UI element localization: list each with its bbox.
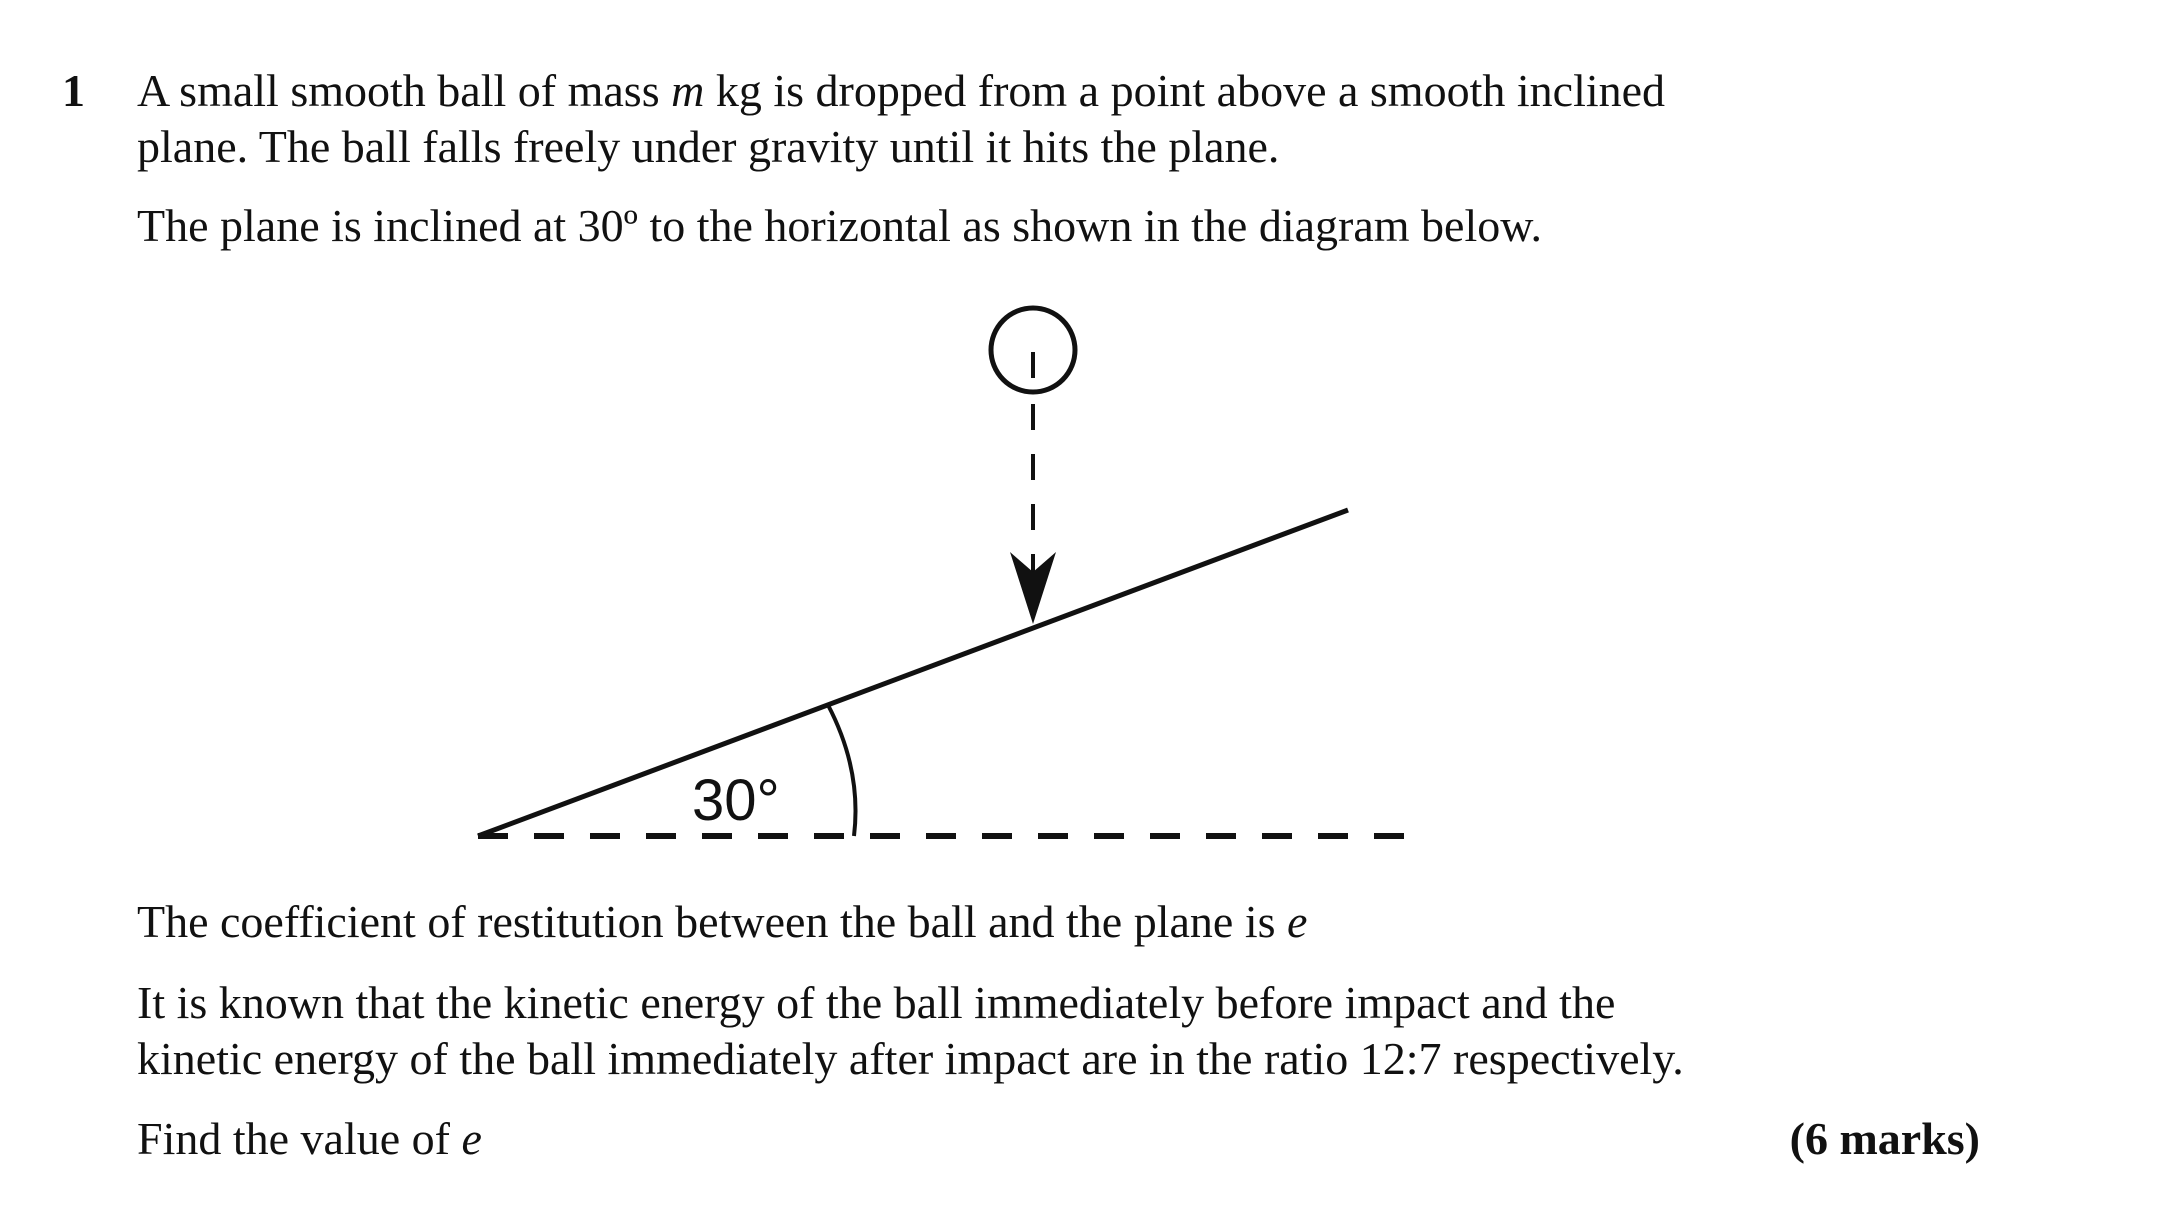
intro-line-1: [137, 63, 1665, 119]
ball: [991, 308, 1075, 392]
marks-label: (6 marks): [1789, 1113, 1980, 1164]
angle-label: 30°: [692, 768, 780, 833]
task-statement: [137, 1111, 482, 1167]
inclined-plane-line: [478, 510, 1348, 836]
restitution-text: The coefficient of restitution between the ball and the plane is: [137, 896, 1288, 947]
kinetic-energy-line-2: kinetic energy of the ball immediately after impact are in the ratio 12:7 respectively.: [137, 1033, 1684, 1084]
restitution-statement: [137, 894, 1307, 950]
kinetic-energy-statement: [137, 975, 1684, 1087]
restitution-variable: e: [1287, 896, 1308, 947]
question-number: 1: [62, 65, 85, 116]
task-variable: e: [461, 1113, 482, 1164]
task-text: Find the value of: [137, 1113, 462, 1164]
intro-line-1-end: kg is dropped from a point above a smooth inclined: [704, 65, 1666, 116]
intro-line-2: plane. The ball falls freely under gravity until it hits the plane.: [137, 121, 1280, 172]
kinetic-energy-line-1: It is known that the kinetic energy of the ball immediately before impact and the: [137, 977, 1616, 1028]
intro-line-1-start: A small smooth ball of mass: [137, 65, 672, 116]
inclined-plane-diagram: [470, 300, 1430, 860]
incline-description: The plane is inclined at 30º to the horizontal as shown in the diagram below.: [137, 200, 1542, 251]
angle-arc: [828, 705, 856, 836]
question-intro: [137, 63, 1665, 175]
mass-variable: m: [671, 65, 705, 116]
